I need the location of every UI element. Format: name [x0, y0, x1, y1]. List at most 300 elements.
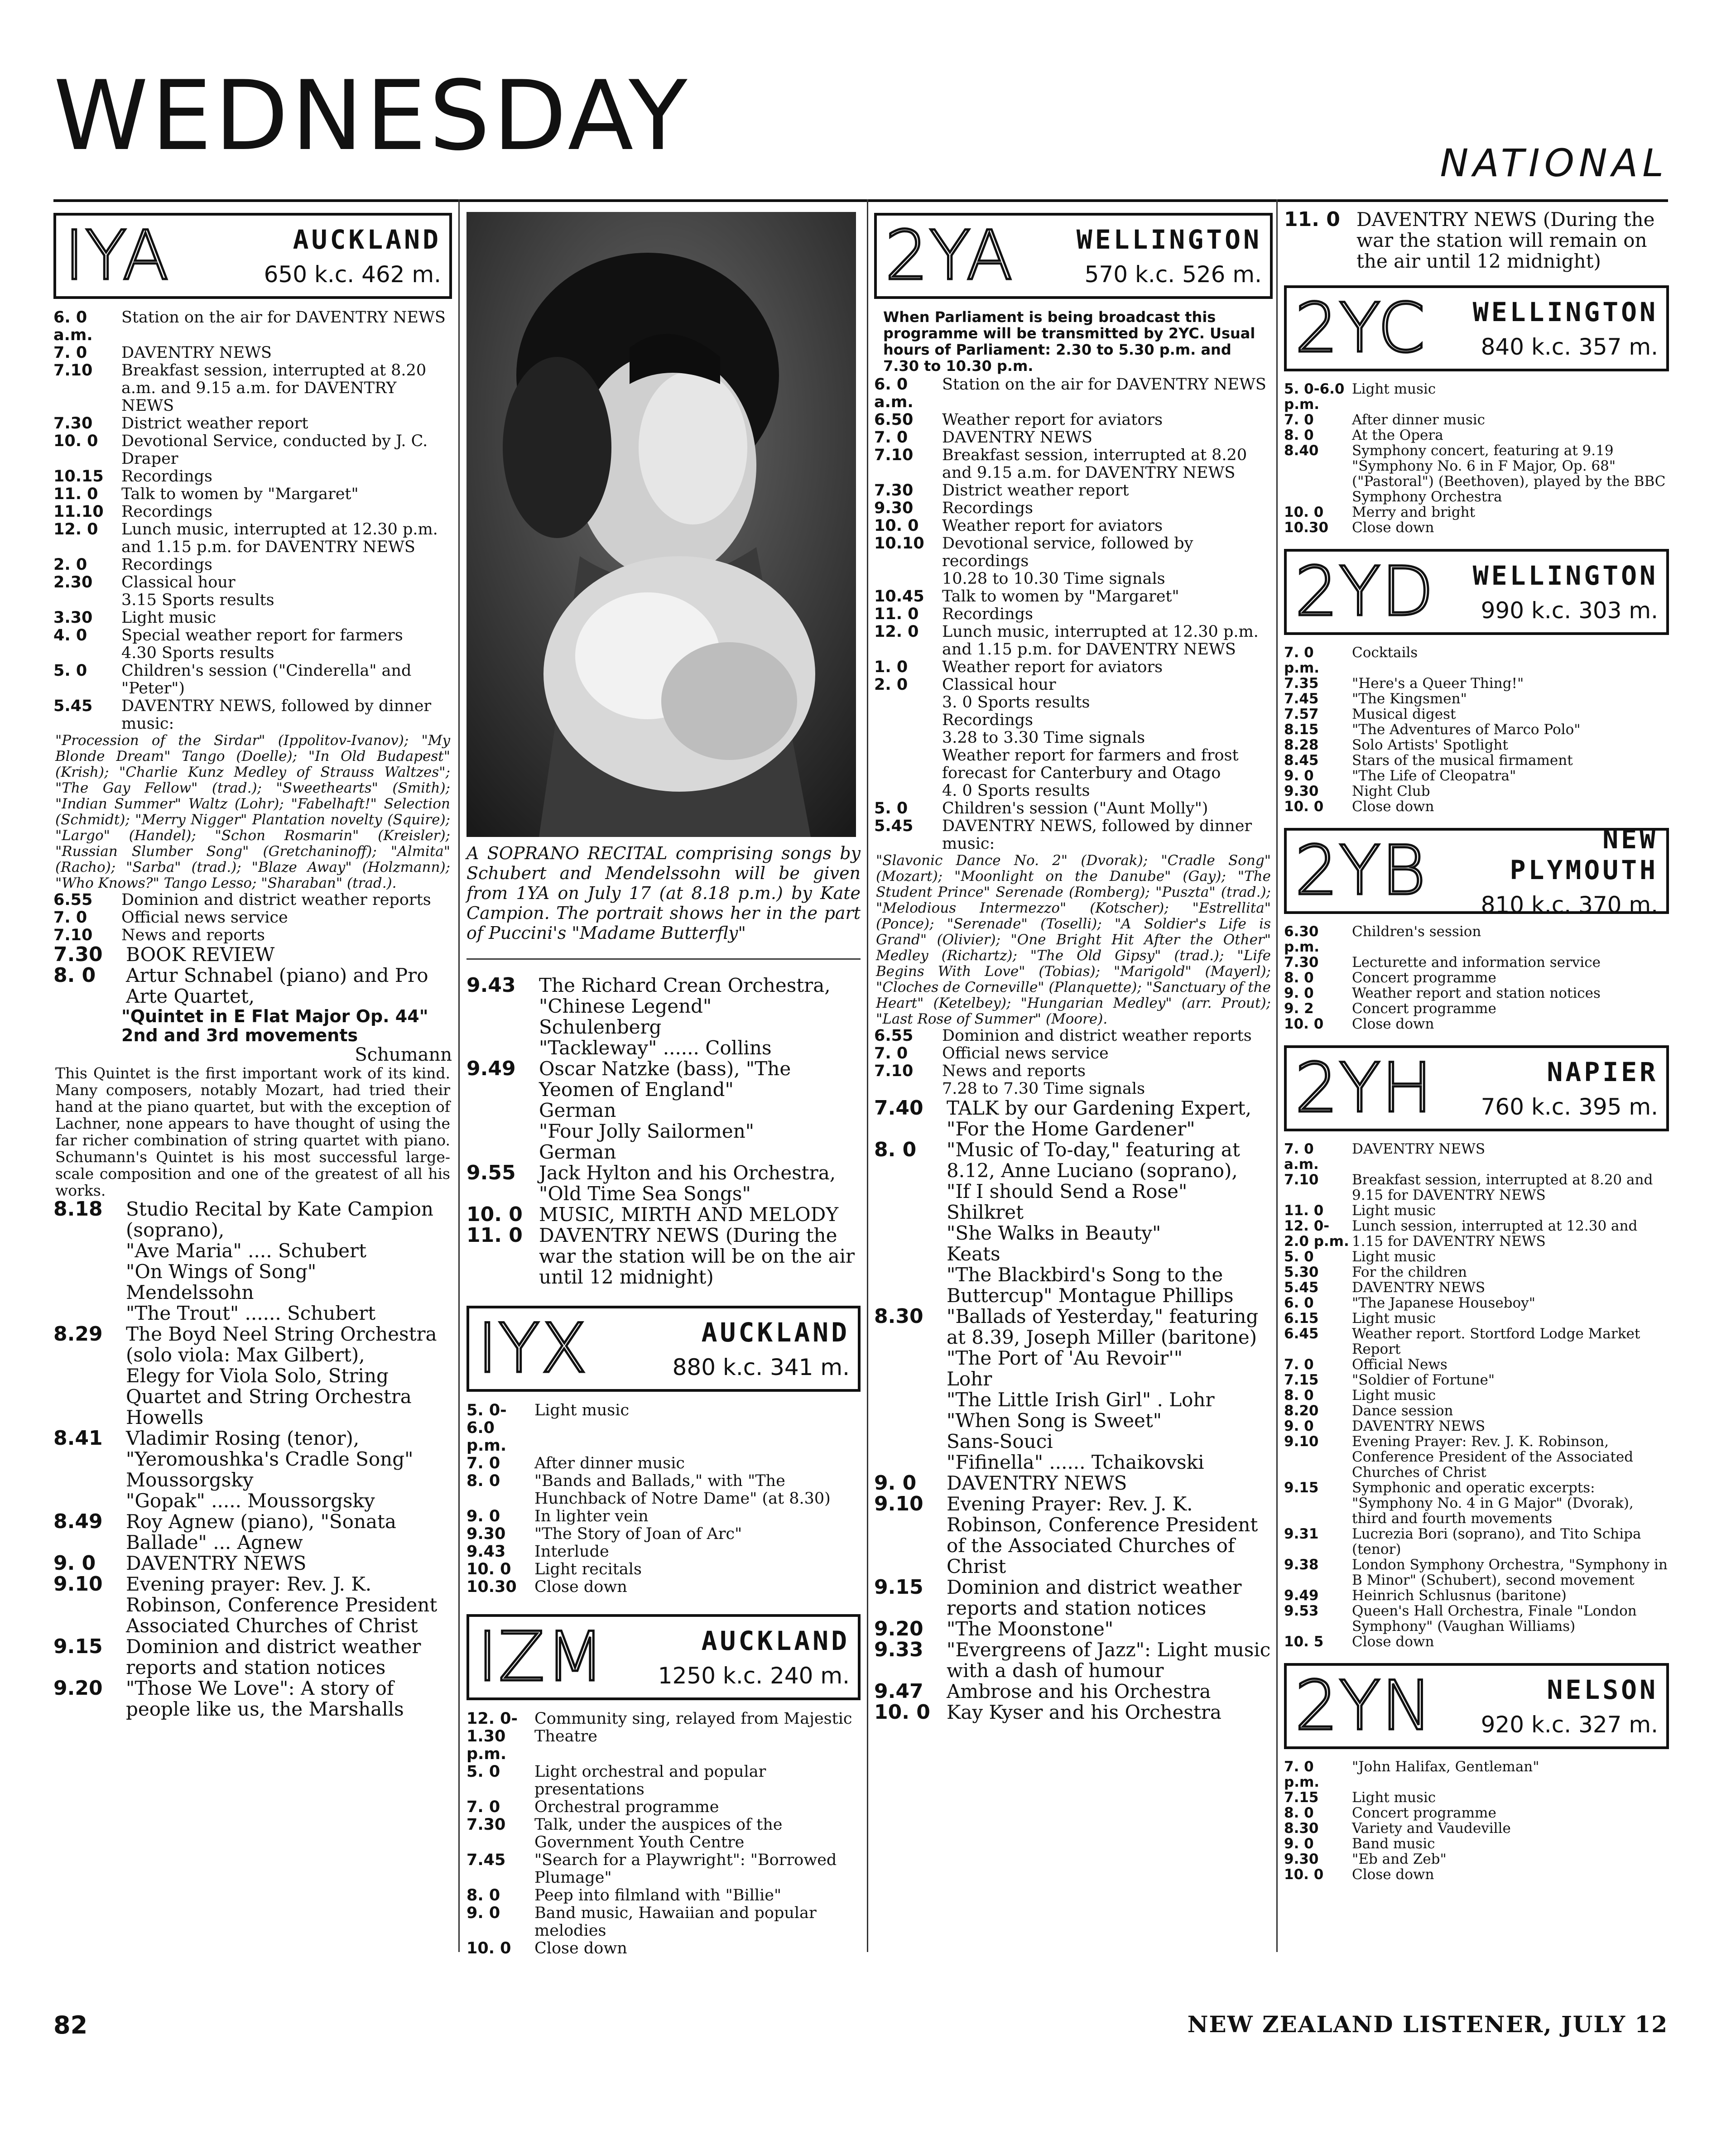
schedule-text: "The Adventures of Marco Polo": [1352, 721, 1581, 738]
schedule-text: Variety and Vaudeville: [1352, 1820, 1511, 1837]
schedule-time: 7. 0 a.m.: [1284, 1141, 1319, 1173]
schedule-list: [874, 1098, 1273, 1723]
schedule-item: [466, 1038, 861, 1058]
schedule-text: Light music: [1352, 1249, 1436, 1265]
schedule-text: Light music: [1352, 1310, 1436, 1327]
schedule-text: "Music of To-day," featuring at 8.12, Anne Luciano (soprano),: [947, 1139, 1240, 1182]
schedule-item: [53, 521, 452, 556]
schedule-time: [874, 570, 942, 588]
schedule-time: 10. 0: [874, 517, 919, 535]
schedule-item: [466, 1816, 861, 1851]
schedule-list: [1284, 645, 1669, 814]
schedule-text: Light music: [1352, 1387, 1436, 1404]
schedule-time: 6.55: [53, 891, 93, 909]
schedule-list: [466, 975, 861, 1288]
schedule-text: Evening prayer: Rev. J. K. Robinson, Conference President Associated Churches of Christ: [126, 1573, 438, 1637]
schedule-text: Classical hour: [942, 676, 1056, 694]
schedule-time: 9. 0: [466, 1507, 500, 1525]
schedule-text: Solo Artists' Spotlight: [1352, 737, 1508, 753]
schedule-text: "The Blackbird's Song to the Buttercup" Montague Phillips: [947, 1264, 1234, 1307]
station-city: AUCKLAND: [701, 1317, 850, 1348]
station-box-2yc: [1284, 285, 1669, 371]
schedule-text: News and reports: [121, 926, 265, 944]
schedule-item: [1284, 955, 1669, 970]
station-frequency: 810 k.c. 370 m.: [1481, 892, 1658, 918]
schedule-time: 7.15: [1284, 1372, 1319, 1388]
schedule-time: [874, 1348, 947, 1369]
schedule-item: [874, 694, 1273, 712]
schedule-item: [53, 309, 452, 344]
schedule-time: 7.30: [53, 943, 103, 966]
schedule-item: [466, 1525, 861, 1543]
schedule-text: Evening Prayer: Rev. J. K. Robinson, Conference President of the Associated Churches of Christ: [947, 1493, 1258, 1577]
schedule-time: 9.20: [874, 1617, 923, 1640]
schedule-time: 10. 0: [53, 432, 98, 450]
schedule-text: Moussorgsky: [126, 1469, 254, 1491]
page-subtitle: NATIONAL: [1440, 141, 1668, 185]
schedule-item: [466, 1543, 861, 1561]
schedule-item: [874, 1702, 1273, 1723]
schedule-text: Talk to women by "Margaret": [942, 587, 1179, 606]
schedule-item: [874, 1494, 1273, 1577]
schedule-item: [1284, 1265, 1669, 1280]
schedule-time: 7.15: [1284, 1789, 1319, 1806]
schedule-item: [1284, 722, 1669, 737]
page-title: WEDNESDAY: [53, 60, 690, 172]
schedule-time: 7. 0: [1284, 412, 1314, 428]
schedule-text: Kay Kyser and his Orchestra: [947, 1701, 1221, 1723]
schedule-text: DAVENTRY NEWS: [1352, 1279, 1486, 1296]
schedule-item: [874, 1080, 1273, 1098]
schedule-list: [874, 1027, 1273, 1098]
schedule-time: 10. 0: [466, 1203, 523, 1226]
schedule-text: Lecturette and information service: [1352, 954, 1601, 971]
schedule-item: [1284, 1141, 1669, 1172]
schedule-item: [1284, 1588, 1669, 1603]
schedule-item: [874, 1265, 1273, 1306]
publication-footer: NEW ZEALAND LISTENER, JULY 12: [1187, 2011, 1668, 2038]
schedule-time: 2. 0: [874, 676, 908, 694]
schedule-time: 9.43: [466, 1543, 506, 1561]
schedule-text: Orchestral programme: [534, 1798, 719, 1816]
schedule-time: [53, 1470, 126, 1491]
schedule-time: 9.49: [466, 1057, 516, 1080]
schedule-item: [53, 503, 452, 521]
schedule-time: [874, 1452, 947, 1473]
schedule-text: Mendelssohn: [126, 1281, 254, 1303]
schedule-time: 10. 0: [1284, 504, 1324, 520]
schedule-time: 6.50: [874, 411, 914, 429]
header-rule: [53, 199, 1668, 202]
schedule-time: 11. 0: [1284, 208, 1340, 231]
schedule-text: District weather report: [121, 414, 308, 433]
schedule-item: [53, 662, 452, 697]
schedule-item: [874, 500, 1273, 517]
schedule-item: [53, 486, 452, 503]
schedule-time: 5. 0-6.0 p.m.: [1284, 381, 1345, 413]
schedule-time: 7. 0: [53, 344, 87, 362]
schedule-text: Dominion and district weather reports: [121, 891, 431, 909]
schedule-item: [874, 1223, 1273, 1244]
schedule-text: Lucrezia Bori (soprano), and Tito Schipa (tenor): [1352, 1526, 1641, 1558]
schedule-text: Schulenberg: [539, 1016, 662, 1038]
schedule-time: 7. 0: [466, 1454, 500, 1472]
schedule-text: Weather report for aviators: [942, 658, 1163, 676]
schedule-time: [874, 1181, 947, 1202]
schedule-item: [1284, 1388, 1669, 1403]
schedule-text: Recordings: [942, 605, 1033, 623]
schedule-item: [874, 1140, 1273, 1181]
schedule-time: [466, 1100, 539, 1121]
schedule-time: 9. 0: [1284, 985, 1314, 1001]
schedule-text: "Gopak" ..... Moussorgsky: [126, 1490, 375, 1512]
schedule-text: Close down: [534, 1578, 627, 1596]
schedule-time: [874, 1244, 947, 1265]
schedule-text: Band music, Hawaiian and popular melodies: [534, 1904, 817, 1940]
schedule-time: 10. 0: [466, 1939, 511, 1957]
schedule-item: [1284, 645, 1669, 676]
schedule-item: [874, 1244, 1273, 1265]
schedule-text: German: [539, 1099, 616, 1121]
schedule-text: Oscar Natzke (bass), "The Yeomen of England": [539, 1058, 791, 1101]
schedule-time: 11. 0: [53, 485, 98, 503]
schedule-item: [874, 1452, 1273, 1473]
schedule-item: [53, 1261, 452, 1282]
schedule-item: [53, 1428, 452, 1470]
schedule-text: Breakfast session, interrupted at 8.20 and 9.15 a.m. for DAVENTRY NEWS: [942, 446, 1247, 482]
schedule-time: [874, 712, 942, 729]
station-city: NELSON: [1547, 1674, 1658, 1705]
schedule-item: [874, 1431, 1273, 1452]
schedule-text: "Fifinella" ...... Tchaikovski: [947, 1451, 1204, 1473]
schedule-time: [53, 644, 121, 662]
schedule-time: [53, 1240, 126, 1261]
schedule-text: Devotional Service, conducted by J. C. Draper: [121, 432, 428, 468]
schedule-text: Recordings: [942, 499, 1033, 517]
schedule-item: [53, 1678, 452, 1720]
schedule-time: 8. 0: [466, 1472, 500, 1490]
schedule-text: DAVENTRY NEWS (During the war the station will remain on the air until 12 midnight): [1356, 208, 1655, 272]
schedule-item: [874, 447, 1273, 482]
schedule-item: [466, 1578, 861, 1596]
schedule-list: [1284, 381, 1669, 535]
schedule-item: [874, 429, 1273, 447]
schedule-text: Elegy for Viola Solo, String Quartet and String Orchestra: [126, 1365, 412, 1408]
schedule-item: [1284, 1403, 1669, 1418]
schedule-list: [466, 1710, 861, 1957]
schedule-item: [53, 574, 452, 591]
schedule-item: [1284, 381, 1669, 412]
schedule-time: 10. 0: [874, 1701, 930, 1724]
schedule-text: 4. 0 Sports results: [942, 782, 1090, 800]
schedule-item: [466, 1508, 861, 1525]
schedule-time: 12. 0: [874, 623, 919, 641]
station-frequency: 1250 k.c. 240 m.: [658, 1663, 850, 1689]
schedule-item: [466, 1225, 861, 1288]
schedule-time: 5. 0: [53, 662, 87, 680]
photo-caption: A SOPRANO RECITAL comprising songs by Schubert and Mendelssohn will be given from 1YA on July 17 (at 8.18 p.m.) by Kate Campion. The portrait shows her in the part of Puccini's "Madame Butterfly": [466, 843, 861, 943]
schedule-time: [874, 729, 942, 747]
schedule-item: [53, 556, 452, 574]
schedule-time: 7. 0: [466, 1798, 500, 1816]
schedule-time: 1. 0: [874, 658, 908, 676]
schedule-item: [1284, 1249, 1669, 1265]
schedule-text: Community sing, relayed from Majestic Theatre: [534, 1710, 852, 1745]
schedule-item: [1284, 1836, 1669, 1851]
schedule-item: [53, 1199, 452, 1240]
schedule-item: [1284, 1759, 1669, 1790]
station-frequency: 650 k.c. 462 m.: [264, 261, 441, 288]
schedule-text: Studio Recital by Kate Campion (soprano),: [126, 1198, 433, 1241]
schedule-item: [874, 782, 1273, 800]
column-divider: [1276, 199, 1278, 1952]
schedule-item: [1284, 1001, 1669, 1016]
schedule-time: 8. 0: [1284, 1387, 1314, 1404]
schedule-text: Cocktails: [1352, 644, 1418, 661]
schedule-time: [466, 1121, 539, 1142]
schedule-item: [874, 606, 1273, 623]
schedule-list: [466, 1402, 861, 1596]
schedule-item: [874, 1681, 1273, 1702]
schedule-item: [53, 468, 452, 486]
schedule-text: Shilkret: [947, 1201, 1024, 1223]
schedule-text: Light music: [1352, 1789, 1436, 1806]
schedule-list: [874, 376, 1273, 853]
schedule-time: 8.20: [1284, 1403, 1319, 1419]
schedule-text: Band music: [1352, 1836, 1435, 1852]
page-number: 82: [53, 2011, 88, 2039]
schedule-item: [1284, 1603, 1669, 1634]
schedule-text: DAVENTRY NEWS: [942, 428, 1093, 447]
schedule-time: [53, 1491, 126, 1511]
schedule-time: 11. 0: [874, 605, 919, 623]
schedule-time: 10.15: [53, 467, 104, 486]
schedule-text: DAVENTRY NEWS: [947, 1472, 1127, 1494]
schedule-item: [466, 1940, 861, 1957]
schedule-text: Light music: [121, 609, 216, 627]
schedule-item: [1284, 1372, 1669, 1388]
portrait-image: [466, 212, 856, 837]
schedule-item: [1284, 1326, 1669, 1357]
schedule-item: [1284, 676, 1669, 691]
station-callsign: 2YC: [1295, 289, 1426, 368]
portrait-photo: [466, 212, 856, 837]
schedule-item: [1284, 209, 1669, 272]
schedule-time: [466, 1038, 539, 1058]
schedule-text: Artur Schnabel (piano) and Pro Arte Quartet,: [126, 964, 428, 1007]
schedule-item: [53, 1574, 452, 1636]
column-divider: [458, 199, 460, 1952]
schedule-time: 9.38: [1284, 1557, 1319, 1573]
schedule-item: [874, 659, 1273, 676]
schedule-item: [874, 1369, 1273, 1390]
schedule-item: [1284, 970, 1669, 986]
schedule-text: Recordings: [121, 503, 212, 521]
schedule-time: [874, 1265, 947, 1306]
schedule-time: 8. 0: [1284, 1805, 1314, 1821]
schedule-time: [53, 1282, 126, 1303]
schedule-text: "Here's a Queer Thing!": [1352, 675, 1524, 692]
station-city: WELLINGTON: [1076, 224, 1262, 255]
schedule-item: [1284, 1480, 1669, 1526]
station-box-2yh: [1284, 1045, 1669, 1131]
schedule-list: [1284, 1141, 1669, 1649]
schedule-item: [1284, 412, 1669, 428]
schedule-text: DAVENTRY NEWS, followed by dinner music:: [121, 697, 432, 733]
schedule-text: Symphony concert, featuring at 9.19 "Symphony No. 6 in F Major, Op. 68" ("Pastoral") (Beethoven), played by the BBC Symphony Orchestra: [1352, 442, 1666, 505]
schedule-item: [53, 644, 452, 662]
schedule-item: [874, 376, 1273, 411]
schedule-text: Concert programme: [1352, 1000, 1496, 1017]
schedule-time: 7.30: [874, 481, 914, 500]
schedule-time: [874, 1080, 942, 1098]
schedule-text: Official news service: [121, 909, 288, 927]
programme-note: This Quintet is the first important work of its kind. Many composers, notably Mozart, had tried their hand at the piano quartet, but with the exception of Lachner, none appears to have thought of using the far richer combination of string quartet with piano. Schumann's Quintet is his most successful large-scale composition and one of the greatest of all his works.: [55, 1064, 450, 1199]
schedule-time: 9.15: [1284, 1480, 1319, 1496]
schedule-item: [53, 1282, 452, 1303]
schedule-text: Close down: [1352, 798, 1434, 815]
schedule-text: Light orchestral and popular presentations: [534, 1763, 766, 1798]
schedule-text: "Those We Love": A story of people like us, the Marshalls: [126, 1677, 404, 1720]
schedule-item: [874, 1306, 1273, 1348]
schedule-text: Devotional service, followed by recordings: [942, 534, 1193, 570]
schedule-text: Lunch music, interrupted at 12.30 p.m. and 1.15 p.m. for DAVENTRY NEWS: [121, 520, 438, 556]
schedule-item: [466, 1561, 861, 1578]
schedule-text: News and reports: [942, 1062, 1086, 1080]
schedule-time: 8.45: [1284, 752, 1319, 769]
schedule-time: 7.30: [53, 414, 93, 433]
schedule-time: [874, 1390, 947, 1410]
schedule-time: 9. 0: [1284, 1836, 1314, 1852]
schedule-time: 9.10: [53, 1572, 103, 1596]
schedule-item: [874, 588, 1273, 606]
schedule-item: [874, 1473, 1273, 1494]
schedule-item: [466, 1798, 861, 1816]
schedule-item: [874, 1390, 1273, 1410]
schedule-text: Weather report and station notices: [1352, 985, 1601, 1001]
schedule-text: Concert programme: [1352, 970, 1496, 986]
schedule-time: 8.41: [53, 1427, 103, 1450]
schedule-text: Dominion and district weather reports and station notices: [947, 1576, 1242, 1619]
schedule-time: 9. 0: [1284, 1418, 1314, 1434]
schedule-item: [1284, 1295, 1669, 1311]
station-city: AUCKLAND: [293, 224, 441, 255]
station-box-1ya: [53, 213, 452, 299]
schedule-item: [466, 1204, 861, 1225]
schedule-list: [1284, 924, 1669, 1032]
schedule-text: Talk to women by "Margaret": [121, 485, 359, 503]
schedule-item: [1284, 1790, 1669, 1805]
schedule-item: [466, 1710, 861, 1763]
schedule-time: 9.20: [53, 1677, 103, 1700]
schedule-list: [53, 944, 452, 1007]
schedule-item: [53, 909, 452, 927]
schedule-item: [1284, 753, 1669, 768]
schedule-time: 8.40: [1284, 442, 1319, 459]
schedule-time: 11.10: [53, 503, 104, 521]
schedule-time: 10. 0: [1284, 1866, 1324, 1883]
schedule-text: Close down: [534, 1939, 627, 1957]
schedule-item: [53, 591, 452, 609]
schedule-text: Queen's Hall Orchestra, Finale "London Symphony" (Vaughan Williams): [1352, 1603, 1637, 1635]
schedule-item: [466, 1017, 861, 1038]
schedule-item: [53, 1407, 452, 1428]
schedule-time: 9. 0: [466, 1904, 500, 1922]
station-callsign: 2YN: [1295, 1667, 1433, 1745]
schedule-text: Recordings: [121, 467, 212, 486]
schedule-text: London Symphony Orchestra, "Symphony in B Minor" (Schubert), second movement: [1352, 1557, 1668, 1588]
schedule-text: Light music: [534, 1401, 630, 1419]
station-box-2yn: [1284, 1663, 1669, 1749]
schedule-text: Concert programme: [1352, 1805, 1496, 1821]
schedule-time: 9.30: [1284, 1851, 1319, 1867]
schedule-text: After dinner music: [1352, 412, 1486, 428]
schedule-text: Keats: [947, 1243, 1000, 1265]
schedule-time: 8.30: [874, 1305, 923, 1328]
station-frequency: 920 k.c. 327 m.: [1481, 1712, 1658, 1738]
schedule-time: 7.30: [1284, 954, 1319, 971]
schedule-time: 8.15: [1284, 721, 1319, 738]
schedule-item: [466, 1455, 861, 1472]
schedule-time: [53, 1303, 126, 1324]
schedule-text: "The Moonstone": [947, 1618, 1114, 1640]
schedule-time: 4. 0: [53, 626, 87, 644]
schedule-item: [1284, 1851, 1669, 1867]
schedule-text: Official News: [1352, 1356, 1447, 1373]
schedule-text: DAVENTRY NEWS: [1352, 1418, 1486, 1434]
schedule-item: [1284, 520, 1669, 535]
schedule-text: Close down: [1352, 1866, 1434, 1883]
station-frequency: 880 k.c. 341 m.: [672, 1354, 850, 1380]
station-city: WELLINGTON: [1472, 560, 1658, 591]
station-box-1zm: [466, 1614, 861, 1700]
schedule-text: Children's session ("Aunt Molly"): [942, 799, 1208, 817]
schedule-time: 10. 0: [466, 1560, 511, 1578]
station-frequency: 760 k.c. 395 m.: [1481, 1094, 1658, 1120]
schedule-time: 7.10: [874, 446, 914, 464]
station-callsign: IYA: [64, 216, 170, 295]
schedule-time: 12. 0-2.0 p.m.: [1284, 1218, 1349, 1250]
schedule-text: Interlude: [534, 1543, 609, 1561]
schedule-time: 10.10: [874, 534, 924, 553]
schedule-time: 5. 0: [466, 1763, 500, 1781]
schedule-text: "Eb and Zeb": [1352, 1851, 1447, 1867]
schedule-time: 7.40: [874, 1096, 923, 1120]
schedule-time: 8.49: [53, 1510, 103, 1533]
schedule-text: Peep into filmland with "Billie": [534, 1886, 782, 1904]
station-callsign: 2YA: [885, 216, 1014, 295]
schedule-item: [874, 800, 1273, 817]
schedule-text: Jack Hylton and his Orchestra, "Old Time Sea Songs": [539, 1162, 836, 1205]
schedule-text: Light music: [1352, 1202, 1436, 1219]
station-box-2ya: [874, 213, 1273, 299]
schedule-text: "The Story of Joan of Arc": [534, 1525, 742, 1543]
schedule-item: [466, 1142, 861, 1163]
schedule-time: 9. 0: [1284, 768, 1314, 784]
schedule-text: Lunch session, interrupted at 12.30 and 1.15 for DAVENTRY NEWS: [1352, 1218, 1638, 1250]
schedule-time: 5.45: [874, 817, 914, 835]
schedule-text: "Four Jolly Sailormen": [539, 1120, 755, 1142]
schedule-item: [1284, 1218, 1669, 1249]
schedule-text: "When Song is Sweet": [947, 1409, 1162, 1432]
schedule-text: Official news service: [942, 1044, 1109, 1063]
schedule-time: [53, 1366, 126, 1407]
schedule-item: [874, 623, 1273, 659]
station-city: NEW PLYMOUTH: [1510, 824, 1658, 885]
schedule-text: TALK by our Gardening Expert, "For the Home Gardener": [947, 1097, 1251, 1140]
schedule-item: [874, 712, 1273, 729]
schedule-time: [874, 747, 942, 782]
